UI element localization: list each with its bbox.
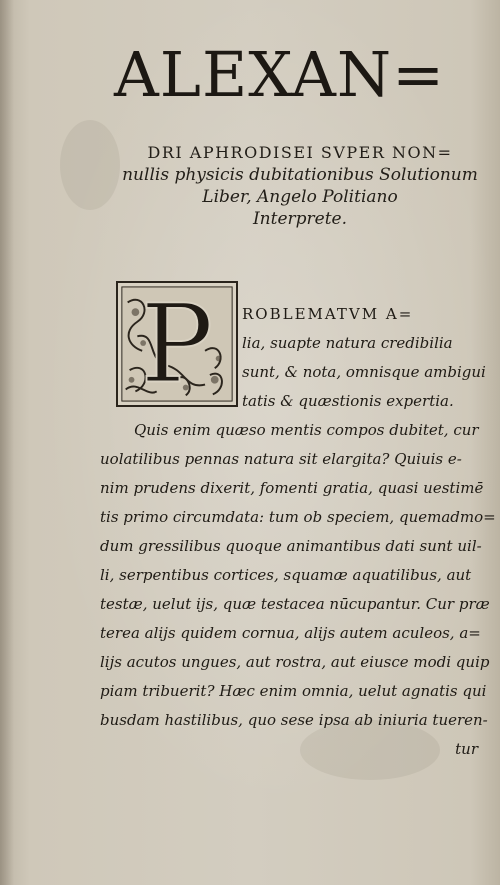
body-line-catchword: tur xyxy=(455,740,478,758)
body-line: uolatilibus pennas natura sit elargita? Quiuis e- xyxy=(100,450,462,468)
body-line: testæ, uelut ijs, quæ testacea nūcupantur. Cur præ xyxy=(100,595,490,613)
subtitle-line-1: DRI APHRODISEI SVPER NON= xyxy=(147,143,453,162)
subtitle-line-2: nullis physicis dubitationibus Solutionum xyxy=(122,165,478,185)
body-line: dum gressilibus quoque animantibus dati sunt uil- xyxy=(100,537,482,555)
page-title: ALEXAN= xyxy=(114,38,446,111)
body-text xyxy=(100,300,496,764)
body-line: piam tribuerit? Hæc enim omnia, uelut agnatis qui xyxy=(100,682,487,700)
body-line: busdam hastilibus, quo sese ipsa ab iniuria tueren- xyxy=(100,711,488,729)
body-line: sunt, & nota, omnisque ambigui xyxy=(242,363,486,381)
body-line: lia, suapte natura credibilia xyxy=(242,334,453,352)
body-line: Quis enim quæso mentis compos dubitet, cur xyxy=(134,421,479,439)
body-line: tis primo circumdata: tum ob speciem, quemadmo= xyxy=(100,508,496,526)
body-line: terea alijs quidem cornua, alijs autem aculeos, a= xyxy=(100,624,481,642)
page-gutter xyxy=(0,0,14,885)
subtitle-line-3: Liber, Angelo Politiano xyxy=(202,187,398,207)
subtitle-block xyxy=(110,142,490,230)
body-line: tatis & quæstionis expertia. xyxy=(242,392,454,410)
body-line: nim prudens dixerit, fomenti gratia, quasi uestimē xyxy=(100,479,484,497)
subtitle-line-4: Interprete. xyxy=(252,209,348,229)
body-line: lijs acutos ungues, aut rostra, aut eiusce modi quip xyxy=(100,653,490,671)
body-line: ROBLEMATVM A= xyxy=(242,305,414,323)
body-line: li, serpentibus cortices, squamæ aquatilibus, aut xyxy=(100,566,472,584)
svg-text:P: P xyxy=(140,283,214,405)
